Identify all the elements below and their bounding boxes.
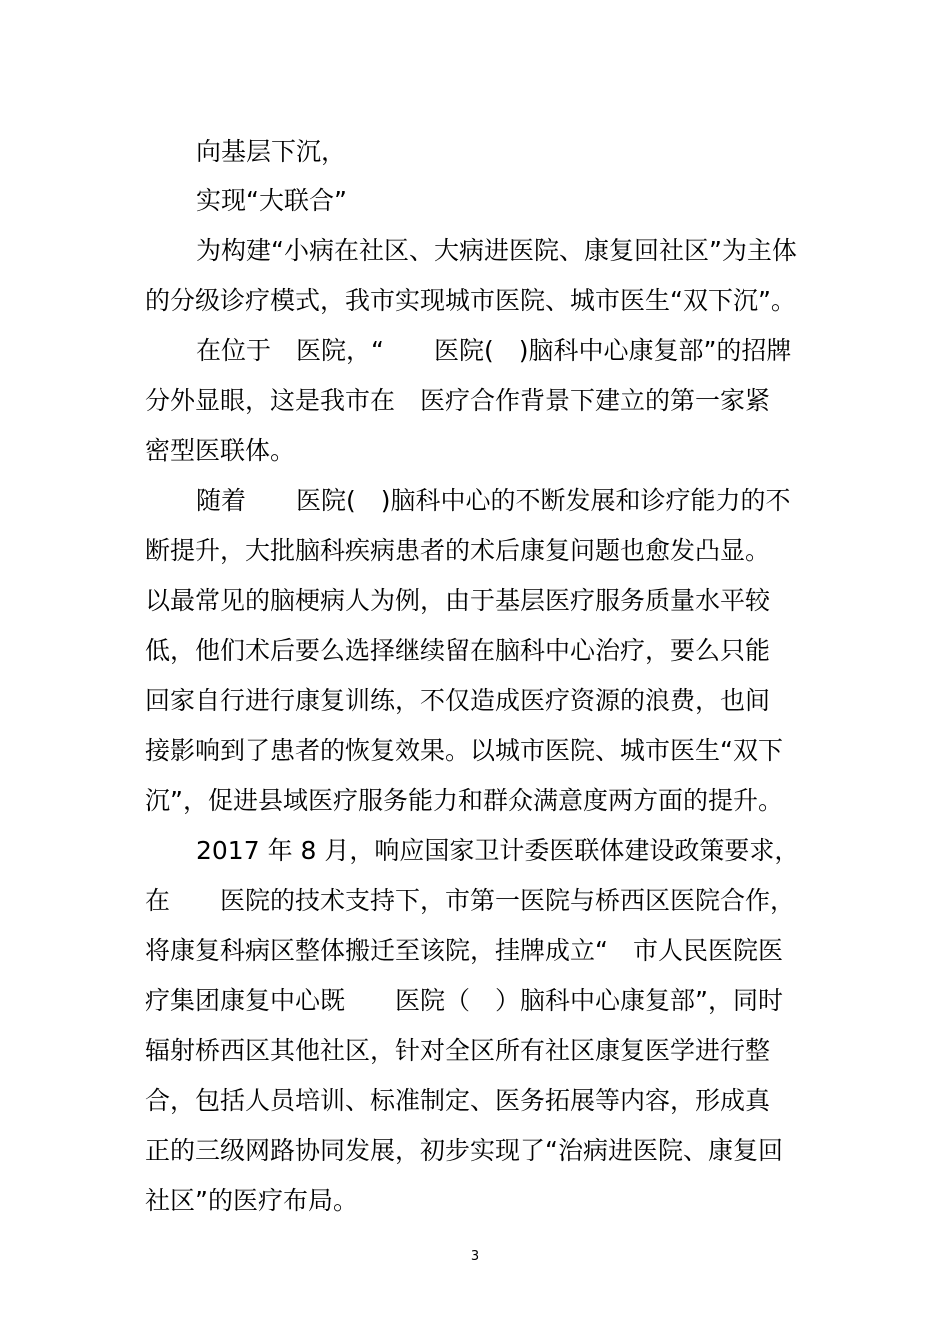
text-line: 沉”，促进县域医疗服务能力和群众满意度两方面的提升。 bbox=[145, 786, 783, 815]
text-line: 2017 年 8 月，响应国家卫计委医联体建设政策要求， bbox=[196, 836, 800, 865]
text-line: 辐射桥西区其他社区，针对全区所有社区康复医学进行整 bbox=[145, 1036, 771, 1065]
text-line: 实现“大联合” bbox=[196, 186, 347, 215]
text-line: 随着 医院( )脑科中心的不断发展和诊疗能力的不 bbox=[196, 486, 791, 515]
text-line: 在 医院的技术支持下，市第一医院与桥西区医院合作， bbox=[145, 886, 796, 915]
text-line: 密型医联体。 bbox=[145, 436, 296, 465]
text-line: 向基层下沉， bbox=[196, 137, 347, 166]
text-line: 在位于 医院，“ 医院( )脑科中心康复部”的招牌 bbox=[196, 336, 792, 365]
text-line: 的分级诊疗模式，我市实现城市医院、城市医生“双下沉”。 bbox=[145, 286, 796, 315]
text-line: 回家自行进行康复训练，不仅造成医疗资源的浪费，也间 bbox=[145, 686, 771, 715]
text-line: 分外显眼，这是我市在 医疗合作背景下建立的第一家紧 bbox=[145, 386, 771, 415]
text-line: 低，他们术后要么选择继续留在脑科中心治疗，要么只能 bbox=[145, 636, 771, 665]
text-line: 合，包括人员培训、标准制定、医务拓展等内容，形成真 bbox=[145, 1086, 771, 1115]
text-line: 接影响到了患者的恢复效果。以城市医院、城市医生“双下 bbox=[145, 736, 783, 765]
text-line: 为构建“小病在社区、大病进医院、康复回社区”为主体 bbox=[196, 236, 797, 265]
text-line: 断提升，大批脑科疾病患者的术后康复问题也愈发凸显。 bbox=[145, 536, 771, 565]
page-number: 3 bbox=[470, 1249, 480, 1264]
text-line: 以最常见的脑梗病人为例，由于基层医疗服务质量水平较 bbox=[145, 586, 771, 615]
text-line: 将康复科病区整体搬迁至该院，挂牌成立“ 市人民医院医 bbox=[145, 936, 783, 965]
text-line: 社区”的医疗布局。 bbox=[145, 1186, 358, 1215]
text-line: 疗集团康复中心既 医院（ ）脑科中心康复部”，同时 bbox=[145, 986, 783, 1015]
text-line: 正的三级网路协同发展，初步实现了“治病进医院、康复回 bbox=[145, 1136, 783, 1165]
